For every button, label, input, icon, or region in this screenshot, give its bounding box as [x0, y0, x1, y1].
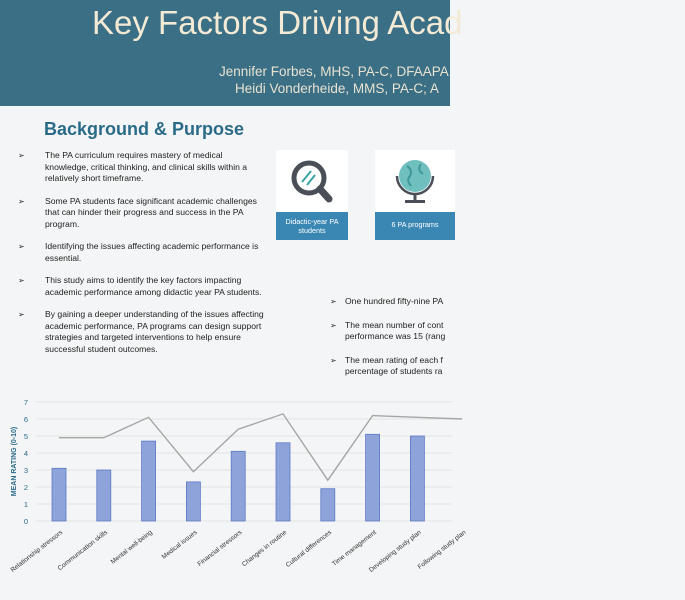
y-tick-label: 2 — [23, 483, 28, 492]
bullet-text: The mean rating of each f — [345, 354, 443, 365]
mean-rating-chart — [0, 392, 468, 600]
results-bullet-continued — [330, 366, 470, 378]
background-bullet — [18, 275, 268, 298]
x-tick-label: Communication skills — [56, 529, 110, 573]
arrow-bullet-icon: ➢ — [330, 297, 337, 306]
bar — [321, 489, 335, 521]
arrow-bullet-icon: ➢ — [18, 196, 25, 206]
bar — [97, 470, 111, 521]
bullet-text: Some PA students face significant academic challenges that can hinder their progress and success in the PA program. — [45, 195, 257, 229]
bar — [186, 482, 200, 521]
y-axis-label: MEAN RATING (0-10) — [11, 426, 18, 497]
bullet-text: percentage of students ra — [345, 366, 443, 376]
poster-title: Key Factors Driving Acad — [92, 4, 463, 41]
y-tick-label: 7 — [23, 398, 28, 407]
x-tick-label: Mental well-being — [109, 529, 154, 566]
bullet-text: By gaining a deeper understanding of the issues affecting academic performance, PA programs can design support strategies and targeted interventions to help ensure successful student outcomes. — [45, 309, 264, 354]
programs-card — [375, 150, 455, 240]
x-tick-label: Cultural differences — [284, 529, 334, 569]
bullet-text: This study aims to identify the key factors impacting academic performance among didactic year PA students. — [45, 275, 262, 297]
magnifier-icon — [276, 150, 348, 212]
programs-card-label: 6 PA programs — [375, 212, 455, 240]
arrow-bullet-icon: ➢ — [18, 151, 25, 160]
background-bullet-list — [18, 150, 268, 355]
y-tick-label: 1 — [23, 500, 28, 509]
results-bullet — [330, 355, 470, 367]
bullet-text: One hundred fifty-nine PA — [345, 296, 444, 306]
background-bullet — [18, 150, 268, 185]
arrow-bullet-icon: ➢ — [18, 276, 25, 285]
author-line-2: Heidi Vonderheide, MMS, PA-C; A — [235, 81, 439, 96]
y-tick-label: 3 — [23, 466, 28, 475]
background-bullet — [18, 241, 268, 264]
bar — [231, 451, 245, 521]
x-tick-label: Financial stressors — [196, 529, 244, 568]
bullet-text: Identifying the issues affecting academic performance is essential. — [45, 241, 259, 263]
x-tick-label: Developing study plan — [367, 529, 423, 574]
bar — [142, 441, 156, 521]
results-bullet — [330, 320, 470, 332]
results-bullet-list — [330, 296, 470, 378]
results-bullet — [330, 296, 470, 308]
bar — [52, 468, 66, 521]
results-bullet-continued — [330, 331, 470, 343]
x-tick-label: Changes in routine — [240, 529, 289, 569]
background-bullet — [18, 196, 268, 231]
x-tick-label: Relationship stressors — [9, 529, 65, 574]
background-bullet — [18, 309, 268, 355]
x-tick-label: Time management — [331, 529, 378, 568]
bar — [366, 434, 380, 521]
y-tick-label: 6 — [23, 415, 28, 424]
bullet-text: The PA curriculum requires mastery of medical knowledge, critical thinking, and clinical skills within a relatively short timeframe. — [45, 150, 248, 183]
y-tick-label: 0 — [23, 517, 28, 526]
y-tick-label: 5 — [23, 432, 28, 441]
population-card-label: Didactic-year PA students — [276, 212, 348, 240]
x-tick-label: Following study plan — [416, 529, 468, 571]
section-heading-background: Background & Purpose — [44, 119, 245, 139]
arrow-bullet-icon: ➢ — [18, 242, 25, 251]
bar — [276, 443, 290, 521]
x-tick-label: Medical issues — [160, 529, 199, 561]
y-tick-label: 4 — [23, 449, 28, 458]
population-card — [276, 150, 348, 240]
bullet-text: performance was 15 (rang — [345, 331, 446, 341]
arrow-bullet-icon: ➢ — [330, 355, 337, 365]
globe-icon — [375, 150, 455, 212]
bullet-text: The mean number of cont — [345, 319, 444, 330]
poster-header — [0, 0, 463, 106]
arrow-bullet-icon: ➢ — [18, 310, 25, 319]
author-line-1: Jennifer Forbes, MHS, PA-C, DFAAPA — [219, 64, 449, 79]
bar — [410, 436, 424, 521]
arrow-bullet-icon: ➢ — [330, 320, 337, 330]
